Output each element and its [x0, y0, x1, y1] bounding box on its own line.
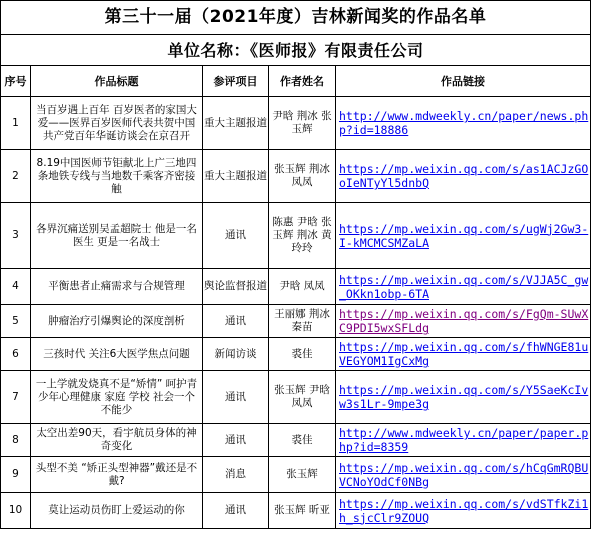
table-row — [1, 457, 591, 493]
table-row — [1, 493, 591, 529]
row-no: 3 — [1, 203, 31, 269]
row-link[interactable]: https://mp.weixin.qq.com/s/ugWj2Gw3-I-kMCMCSMZaLA — [336, 203, 591, 269]
row-link[interactable]: https://mp.weixin.qq.com/s/VJJA5C_gw_OKkn1obp-6TA — [336, 269, 591, 305]
header-row — [1, 66, 591, 97]
row-link[interactable]: https://mp.weixin.qq.com/s/vdSTfkZi1h_sjcClr9ZOUQ — [336, 493, 591, 529]
row-no: 9 — [1, 457, 31, 493]
row-author: 尹晗 荆冰 张玉辉 — [269, 97, 336, 150]
row-no: 1 — [1, 97, 31, 150]
row-author: 裘佳 — [269, 338, 336, 371]
table-row — [1, 269, 591, 305]
row-work-title: 各界沉痛送别吴孟超院士 他是一名医生 更是一名战士 — [31, 203, 203, 269]
row-author: 陈惠 尹晗 张玉辉 荆冰 黄玲玲 — [269, 203, 336, 269]
row-category: 消息 — [203, 457, 269, 493]
header-no: 序号 — [1, 66, 31, 97]
row-link[interactable]: https://mp.weixin.qq.com/s/FgQm-SUwXC9PDI5wxSFLdg — [336, 305, 591, 338]
row-author: 张玉辉 荆冰 凤凤 — [269, 150, 336, 203]
row-author: 张玉辉 昕亚 — [269, 493, 336, 529]
row-category: 重大主题报道 — [203, 150, 269, 203]
row-link[interactable]: https://mp.weixin.qq.com/s/as1ACJzGOoIeNTyYl5dnbQ — [336, 150, 591, 203]
header-author: 作者姓名 — [269, 66, 336, 97]
row-no: 5 — [1, 305, 31, 338]
page-title: 第三十一届（2021年度）吉林新闻奖的作品名单 — [1, 1, 591, 35]
row-no: 8 — [1, 424, 31, 457]
table-row — [1, 203, 591, 269]
row-work-title: 当百岁遇上百年 百岁医者的家国大爱——医界百岁医师代表共贺中国共产党百年华诞访谈会在京召开 — [31, 97, 203, 150]
row-category: 舆论监督报道 — [203, 269, 269, 305]
row-category: 通讯 — [203, 493, 269, 529]
table-row — [1, 150, 591, 203]
row-author: 王丽娜 荆冰 秦苗 — [269, 305, 336, 338]
title-row — [1, 1, 591, 35]
row-work-title: 平衡患者止痛需求与合规管理 — [31, 269, 203, 305]
row-no: 4 — [1, 269, 31, 305]
row-category: 通讯 — [203, 424, 269, 457]
table-row — [1, 371, 591, 424]
header-category: 参评项目 — [203, 66, 269, 97]
table-row — [1, 338, 591, 371]
row-author: 尹晗 凤凤 — [269, 269, 336, 305]
row-work-title: 8.19中国医师节钜献北上广三地四条地铁专线与当地数千乘客齐密接触 — [31, 150, 203, 203]
table-row — [1, 305, 591, 338]
row-work-title: 肿瘤治疗引爆舆论的深度剖析 — [31, 305, 203, 338]
row-no: 2 — [1, 150, 31, 203]
row-link[interactable]: https://mp.weixin.qq.com/s/hCqGmRQBUVCNoYOdCf0NBg — [336, 457, 591, 493]
header-work-title: 作品标题 — [31, 66, 203, 97]
table-row — [1, 424, 591, 457]
table-row — [1, 97, 591, 150]
row-work-title: 莫让运动员伤盯上爱运动的你 — [31, 493, 203, 529]
row-no: 7 — [1, 371, 31, 424]
header-link: 作品链接 — [336, 66, 591, 97]
row-category: 通讯 — [203, 203, 269, 269]
row-author: 裘佳 — [269, 424, 336, 457]
unit-row — [1, 35, 591, 66]
row-link[interactable]: http://www.mdweekly.cn/paper/paper.php?id=8359 — [336, 424, 591, 457]
row-author: 张玉辉 — [269, 457, 336, 493]
row-work-title: 太空出差90天，看宇航员身体的神奇变化 — [31, 424, 203, 457]
row-work-title: 一上学就发烧真不是“矫情” 呵护青少年心理健康 家庭 学校 社会一个不能少 — [31, 371, 203, 424]
row-no: 6 — [1, 338, 31, 371]
row-work-title: 头型不美 “矫正头型神器”戴还是不戴? — [31, 457, 203, 493]
row-link[interactable]: http://www.mdweekly.cn/paper/news.php?id=18886 — [336, 97, 591, 150]
row-work-title: 三孩时代 关注6大医学焦点问题 — [31, 338, 203, 371]
row-category: 通讯 — [203, 305, 269, 338]
unit-name: 单位名称：《医师报》有限责任公司 — [1, 35, 591, 66]
row-link[interactable]: https://mp.weixin.qq.com/s/Y5SaeKcIvw3s1Lr-9mpe3g — [336, 371, 591, 424]
row-link[interactable]: https://mp.weixin.qq.com/s/fhWNGE81uVEGYOM1IgCxMg — [336, 338, 591, 371]
row-category: 通讯 — [203, 371, 269, 424]
row-author: 张玉辉 尹晗 凤凤 — [269, 371, 336, 424]
row-category: 新闻访谈 — [203, 338, 269, 371]
row-no: 10 — [1, 493, 31, 529]
row-category: 重大主题报道 — [203, 97, 269, 150]
